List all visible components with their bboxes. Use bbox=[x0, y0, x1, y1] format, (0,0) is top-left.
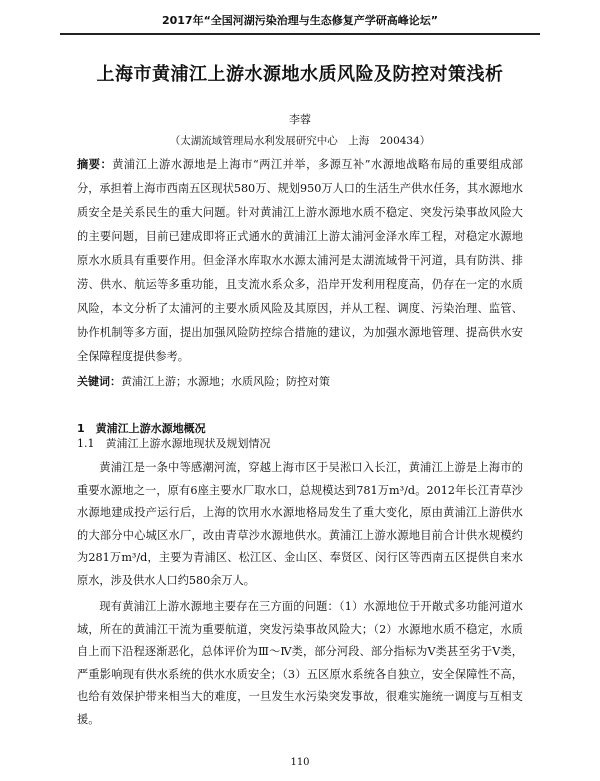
page-number: 110 bbox=[290, 757, 310, 768]
body-paragraph-1: 黄浦江是一条中等感潮河流，穿越上海市区于吴淞口入长江，黄浦江上游是上海市的重要水源地之一，原有6座主要水厂取水口，总规模达到781万m³/d。2012年长江青草沙水源地建成投产运行后，上海的饮用水水源地格局发生了重大变化，原由黄浦江上游供水的大部分中心城区水厂，改由青草沙水源地供水。黄浦江上游水源地目前合计供水规模约为281万m³/d，主要为青浦区、松江区、金山区、奉贤区、闵行区等西南五区提供自来水原水，涉及供水人口约580余万人。 bbox=[77, 461, 523, 587]
section-heading: 1 黄浦江上游水源地概况 bbox=[77, 422, 206, 435]
abstract bbox=[77, 153, 523, 369]
paper-title: 上海市黄浦江上游水源地水质风险及防控对策浅析 bbox=[96, 64, 504, 85]
abstract-text: 黄浦江上游水源地是上海市“两江并举，多源互补”水源地战略布局的重要组成部分，承担着上海市西南五区现状580万、规划950万人口的生活生产供水任务，其水源地水质安全是关系民生的重大问题。针对黄浦江上游水源地水质不稳定、突发污染事故风险大的主要问题，目前已建成即将正式通水的黄浦江上游太浦河金泽水库工程，对稳定水源地原水水质具有重要作用。但金泽水库取水水源太浦河是太湖流域骨干河道，具有防洪、排涝、供水、航运等多重功能，且支流水系众多，沿岸开发利用程度高，仍存在一定的水质风险，本文分析了太浦河的主要水质风险及其原因，并从工程、调度、污染治理、监管、协作机制等多方面，提出加强风险防控综合措施的建议，为加强水源地管理、提高供水安全保障程度提供参考。 bbox=[77, 158, 523, 363]
keywords-label: 关键词： bbox=[77, 375, 121, 388]
abstract-label: 摘要： bbox=[77, 158, 113, 171]
keywords bbox=[77, 371, 523, 393]
body-paragraph-2: 现有黄浦江上游水源地主要存在三方面的问题：（1）水源地位于开敞式多功能河道水域，所在的黄浦江干流为重要航道，突发污染事故风险大；（2）水源地水质不稳定，水质自上而下沿程逐渐恶化，总体评价为Ⅲ～Ⅳ类，部分河段、部分指标为Ⅴ类甚至劣于Ⅴ类，严重影响现有供水系统的供水水质安全；（3）五区原水系统各自独立，安全保障性不高，也给有效保护带来相当大的难度，一旦发生水污染突发事故，很难实施统一调度与互相支援。 bbox=[77, 600, 523, 726]
author-name: 李蓉 bbox=[289, 113, 311, 126]
subsection-heading: 1.1 黄浦江上游水源地现状及规划情况 bbox=[77, 437, 271, 450]
keywords-text: 黄浦江上游；水源地；水质风险；防控对策 bbox=[121, 375, 330, 388]
running-header: 2017年“全国河湖污染治理与生态修复产学研高峰论坛” bbox=[60, 12, 540, 35]
author-affiliation: （太湖流域管理局水利发展研究中心 上海 200434） bbox=[169, 135, 431, 147]
